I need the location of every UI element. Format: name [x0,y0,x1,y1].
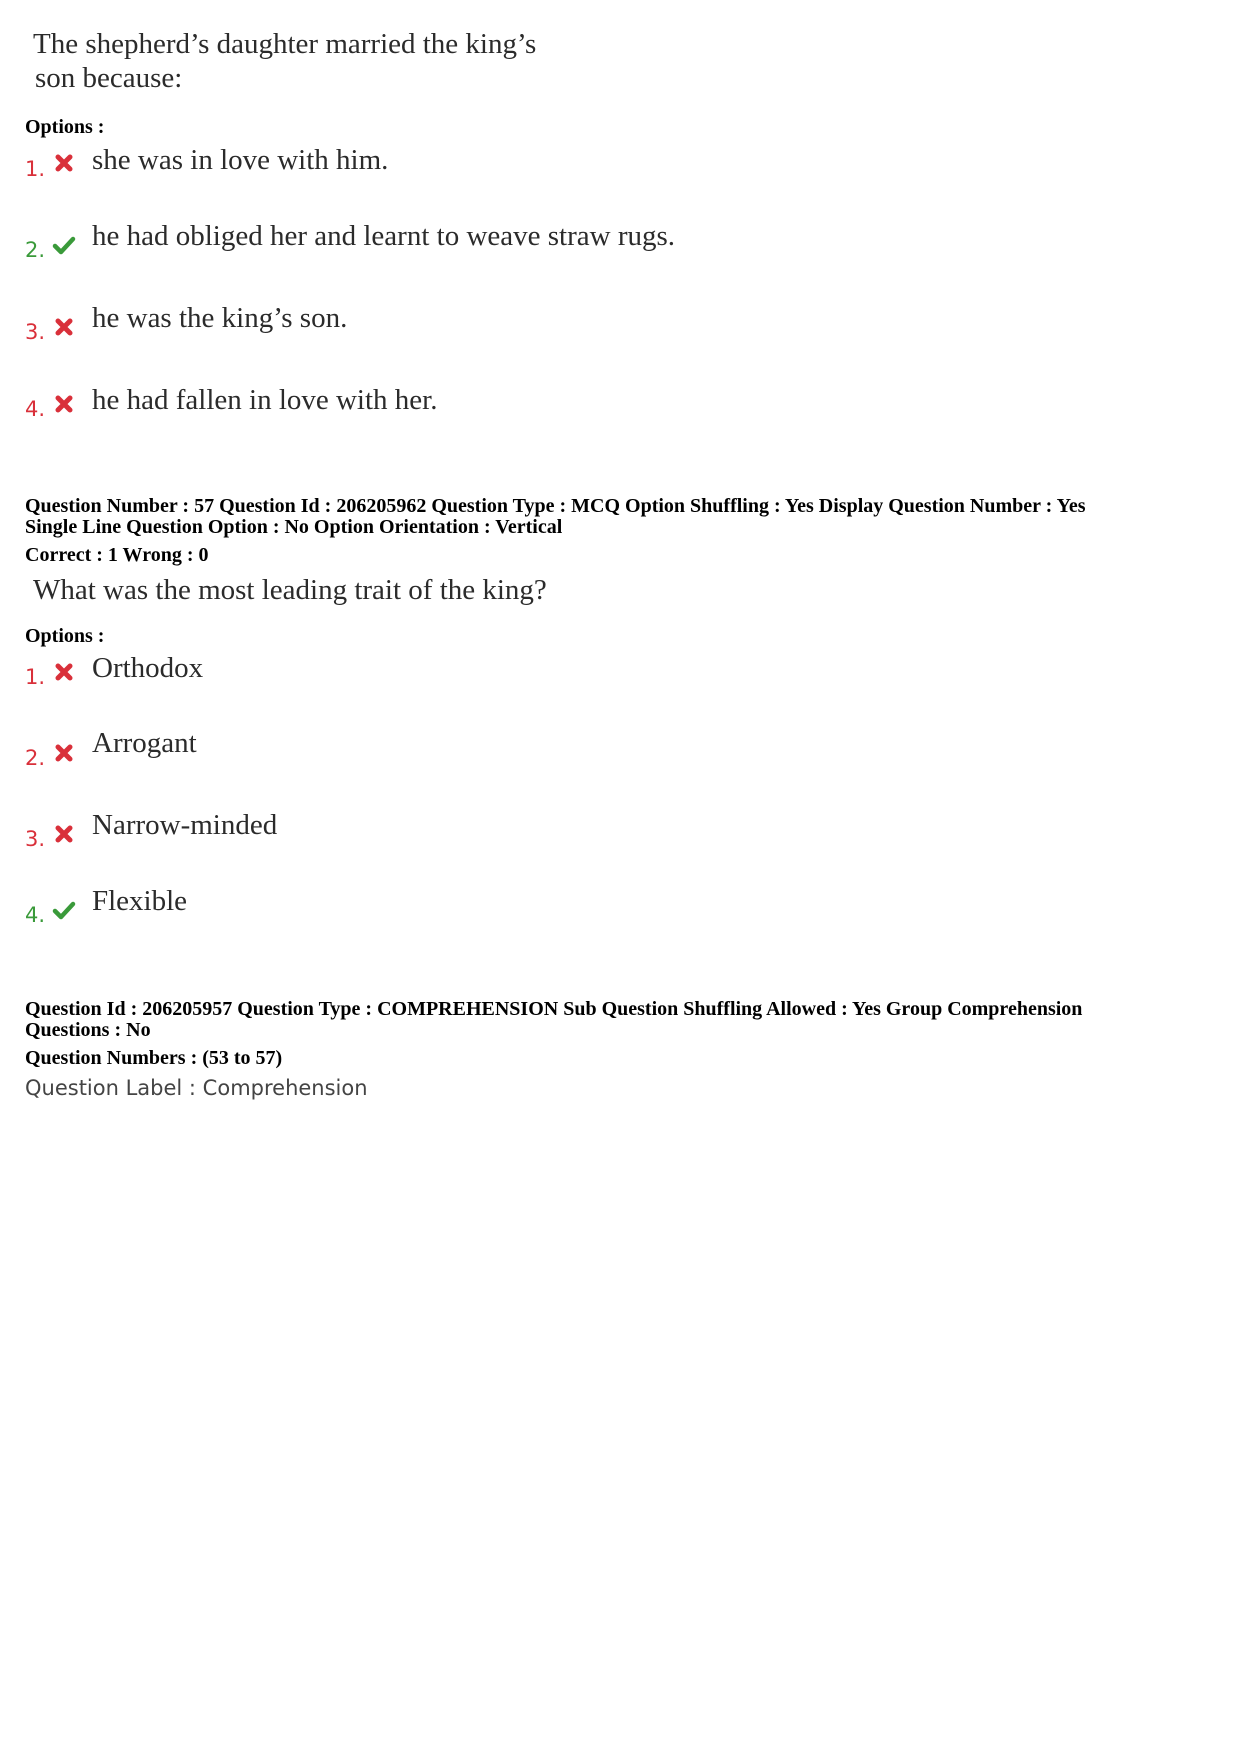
option-number: 4. [25,397,46,421]
question-label: Question Label : Comprehension [25,1076,368,1100]
option-number: 2. [25,746,46,770]
option-text: Orthodox [92,652,204,684]
question-stem-line-1: The shepherd’s daughter married the king’s [33,28,537,60]
comprehension-meta-line-2: Questions : No [25,1019,151,1041]
question-stem: What was the most leading trait of the king? [33,574,547,606]
cross-icon [52,822,76,846]
cross-icon [52,392,76,416]
option-text: she was in love with him. [92,144,389,176]
option-number: 3. [25,320,46,344]
option-number: 4. [25,903,46,927]
comprehension-meta-line-1: Question Id : 206205957 Question Type : COMPREHENSION Sub Question Shuffling Allowed : Yes Group Comprehension [25,998,1083,1020]
option-number: 2. [25,238,46,262]
option-text: Arrogant [92,727,197,759]
cross-icon [52,315,76,339]
question-meta-line-2: Single Line Question Option : No Option Orientation : Vertical [25,516,563,538]
question-meta-line-1: Question Number : 57 Question Id : 206205962 Question Type : MCQ Option Shuffling : Yes Display Question Number : Yes [25,495,1086,517]
marking-scheme: Correct : 1 Wrong : 0 [25,544,209,566]
option-number: 3. [25,827,46,851]
option-text: Narrow-minded [92,809,278,841]
option-number: 1. [25,157,46,181]
check-icon [52,898,76,922]
option-text: he was the king’s son. [92,302,348,334]
option-text: Flexible [92,885,188,917]
option-number: 1. [25,665,46,689]
cross-icon [52,741,76,765]
option-text: he had fallen in love with her. [92,384,438,416]
cross-icon [52,660,76,684]
option-text: he had obliged her and learnt to weave straw rugs. [92,220,676,252]
question-stem-line-2: son because: [35,62,183,94]
question-numbers: Question Numbers : (53 to 57) [25,1047,283,1069]
options-label: Options : [25,625,105,647]
options-label: Options : [25,116,105,138]
check-icon [52,233,76,257]
cross-icon [52,151,76,175]
